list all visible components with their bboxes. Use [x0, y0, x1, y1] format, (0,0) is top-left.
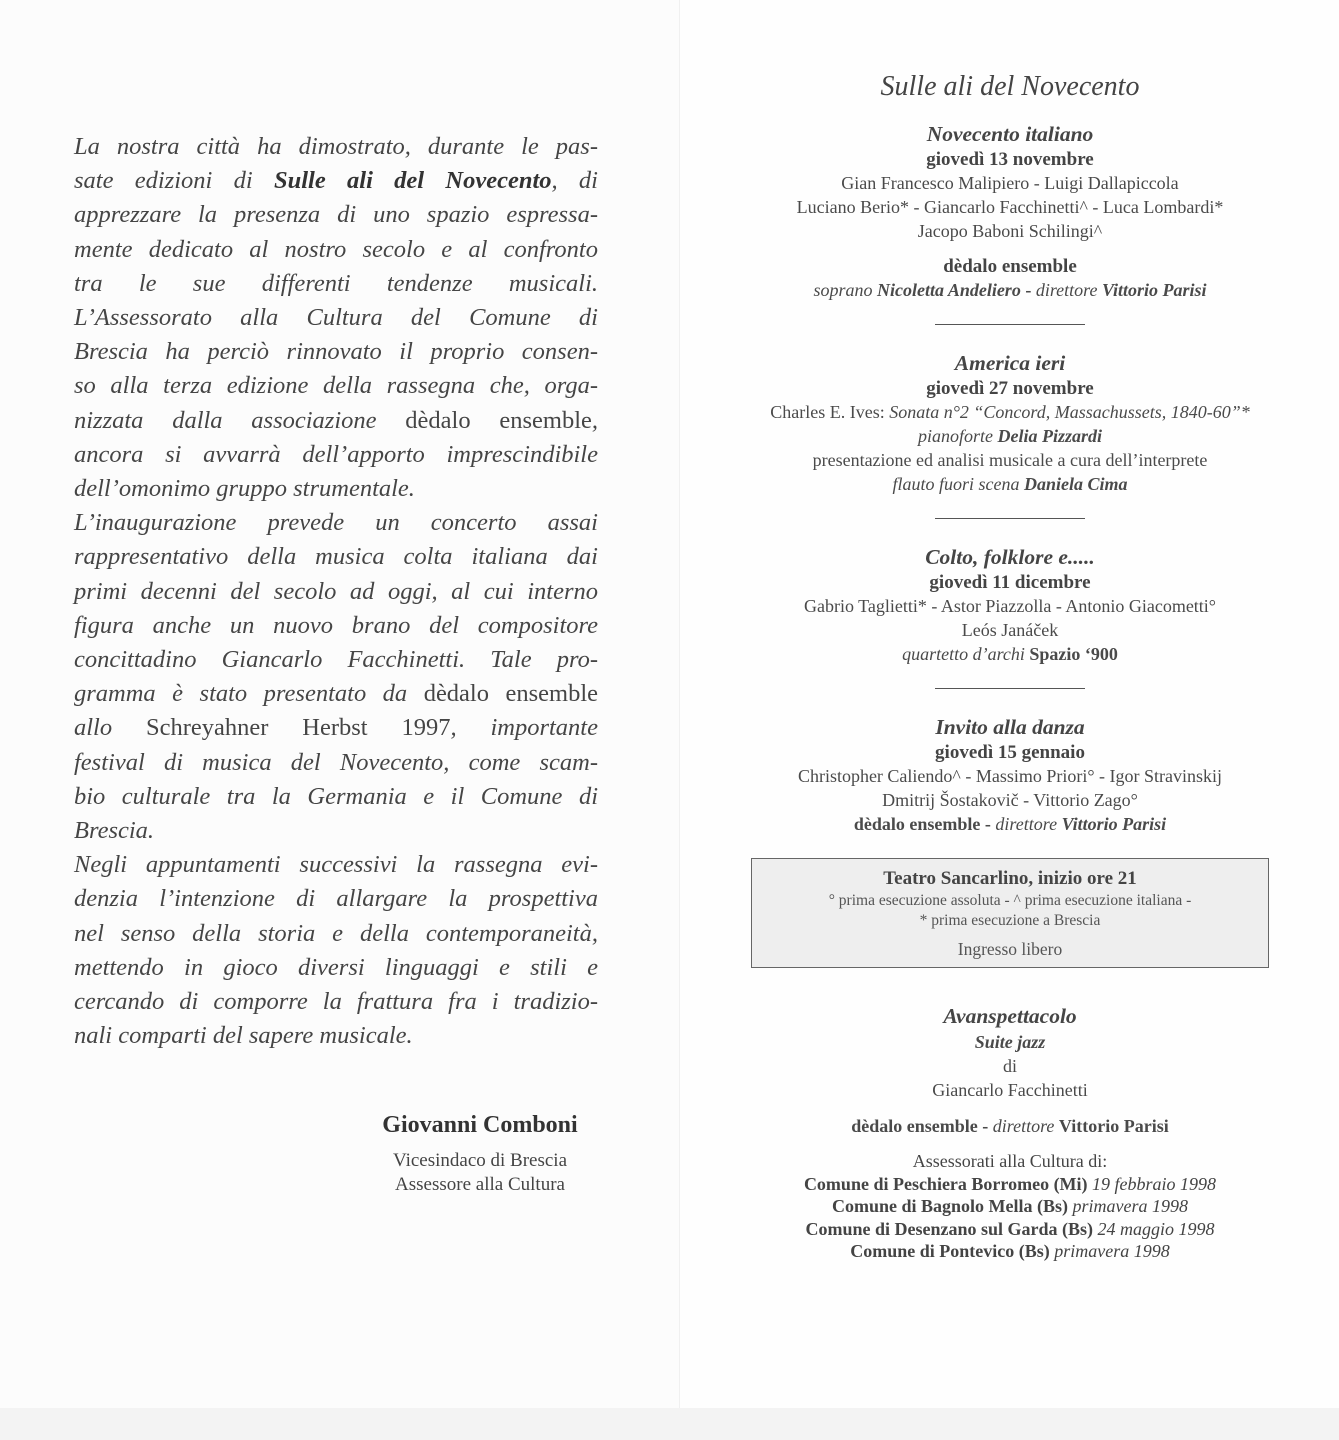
credit-place: Comune di Desenzano sul Garda (Bs) — [805, 1218, 1098, 1239]
signature-block — [330, 1112, 630, 1197]
performer-role: direttore — [1035, 280, 1098, 300]
intro-line — [74, 814, 598, 848]
event-composers: Leós Janáček — [961, 620, 1059, 640]
event-title: Colto, folklore e..... — [925, 545, 1095, 569]
event-performers — [740, 812, 1280, 836]
intro-line — [74, 609, 598, 643]
intro-line — [74, 369, 598, 403]
intro-text-run: denzia l’intenzione di allargare la prospettiva — [74, 885, 598, 913]
intro-text-run: nizzata dalla associazione — [74, 406, 406, 434]
avanspettacolo-subtitle: Suite jazz — [974, 1032, 1046, 1052]
avanspettacolo-title: Avanspettacolo — [943, 1004, 1077, 1028]
event-performers — [740, 642, 1280, 666]
venue-title: Teatro Sancarlino, inizio ore 21 — [883, 868, 1137, 889]
intro-line — [74, 164, 598, 198]
performer-name: Vittorio Parisi — [1058, 1116, 1169, 1136]
intro-text-run: L’inaugurazione prevede un concerto assai — [74, 509, 598, 537]
intro-line — [74, 404, 598, 438]
credit-place: Comune di Bagnolo Mella (Bs) — [831, 1196, 1073, 1216]
intro-text-run: La nostra città ha dimostrato, durante le pas- — [74, 133, 598, 160]
credit-row — [740, 1218, 1280, 1241]
intro-text-run: festival di musica del Novecento, come scam- — [74, 748, 598, 776]
performer-name: Spazio ‘900 — [1029, 644, 1118, 664]
work-composer: Charles E. Ives: — [770, 402, 890, 422]
assessorati-heading: Assessorati alla Cultura di: — [912, 1151, 1108, 1171]
intro-line — [74, 1019, 598, 1053]
intro-text-run: , — [591, 406, 599, 434]
signatory-name: Giovanni Comboni — [382, 1112, 578, 1138]
event-composers: Luciano Berio* - Giancarlo Facchinetti^ - Luca Lombardi* — [796, 197, 1224, 217]
event-composers: Gabrio Taglietti* - Astor Piazzolla - Antonio Giacometti° — [803, 596, 1217, 616]
credit-row — [740, 1173, 1280, 1196]
intro-text-run: sate edizioni di — [74, 167, 274, 195]
intro-text-run: primi decenni del secolo ad oggi, al cui interno — [74, 577, 598, 605]
signatory-role-2: Assessore alla Cultura — [395, 1174, 565, 1195]
performer-name: Vittorio Parisi — [1101, 280, 1207, 300]
event-composers: Jacopo Baboni Schilingi^ — [917, 221, 1103, 241]
venue-legend: ° prima esecuzione assoluta - ^ prima esecuzione italiana - — [828, 892, 1192, 909]
intro-line — [74, 780, 598, 814]
performer-name: Daniela Cima — [1023, 474, 1128, 494]
intro-text-run: Brescia ha perciò rinnovato il proprio consen- — [74, 338, 598, 366]
event-colto-folklore — [740, 543, 1280, 666]
separator-dash: - — [1020, 280, 1036, 300]
event-performers — [740, 278, 1280, 302]
event-performers — [740, 472, 1280, 496]
credit-row — [740, 1195, 1280, 1218]
event-composers: Christopher Caliendo^ - Massimo Priori° - Igor Stravinskij — [797, 766, 1223, 786]
credit-date: primavera 1998 — [1054, 1241, 1170, 1261]
intro-line — [74, 643, 598, 677]
intro-text-run: L’Assessorato alla Cultura del Comune di — [74, 304, 598, 332]
performer-role: direttore — [995, 814, 1058, 834]
credit-row — [740, 1240, 1280, 1263]
separator-dash: - — [977, 1116, 993, 1136]
intro-text-run: tra le sue differenti tendenze musicali. — [74, 269, 598, 297]
intro-line — [74, 711, 598, 745]
performer-role: direttore — [992, 1116, 1055, 1136]
credits — [740, 1150, 1280, 1263]
intro-upright-name: dèdalo ensemble — [423, 680, 599, 708]
intro-text-run: cercando di comporre la frattura fra i tradizio- — [74, 988, 598, 1016]
credit-place: Comune di Peschiera Borromeo (Mi) — [803, 1173, 1093, 1194]
event-invito-alla-danza — [740, 713, 1280, 836]
event-date: giovedì 13 novembre — [926, 149, 1094, 170]
avanspettacolo-composer: Giancarlo Facchinetti — [932, 1080, 1088, 1100]
intro-text-run: Negli appuntamenti successivi la rassegna evi- — [74, 851, 598, 879]
intro-line — [74, 301, 598, 335]
intro-line — [74, 130, 598, 164]
left-panel — [0, 0, 680, 1410]
venue-legend: * prima esecuzione a Brescia — [919, 912, 1101, 929]
venue-box — [751, 858, 1269, 968]
intro-line — [74, 233, 598, 267]
event-title: Invito alla danza — [935, 715, 1085, 739]
intro-text-run: gramma è stato presentato da — [74, 680, 424, 708]
intro-line — [74, 917, 598, 951]
intro-line — [74, 472, 598, 506]
intro-line — [74, 506, 598, 540]
credit-place: Comune di Pontevico (Bs) — [850, 1241, 1055, 1261]
intro-text-run: mente dedicato al nostro secolo e al confronto — [74, 235, 598, 263]
intro-text-run: concittadino Giancarlo Facchinetti. Tale pro- — [74, 646, 598, 674]
intro-text — [74, 130, 598, 1053]
intro-line — [74, 198, 598, 232]
section-divider — [935, 518, 1085, 519]
credit-date: primavera 1998 — [1072, 1196, 1188, 1216]
intro-text-run: apprezzare la presenza di uno spazio espressa- — [74, 201, 598, 229]
performer-name: Vittorio Parisi — [1061, 814, 1167, 834]
event-work — [740, 400, 1280, 424]
event-novecento-italiano — [740, 120, 1280, 302]
intro-line — [74, 951, 598, 985]
intro-line — [74, 540, 598, 574]
credit-date: 24 maggio 1998 — [1097, 1218, 1215, 1239]
intro-text-run: nel senso della storia e della contemporaneità, — [74, 919, 598, 947]
intro-line — [74, 848, 598, 882]
work-title: Sonata n°2 “Concord, Massachussets, 1840-60”* — [889, 402, 1250, 422]
section-divider — [935, 324, 1085, 325]
venue-entry: Ingresso libero — [957, 939, 1063, 959]
intro-text-run: mettendo in gioco diversi linguaggi e stili e — [74, 953, 598, 981]
event-ensemble: dèdalo ensemble — [943, 256, 1077, 277]
performer-role: flauto fuori scena — [892, 474, 1020, 494]
intro-line — [74, 575, 598, 609]
performer-name: Delia Pizzardi — [997, 426, 1102, 446]
program — [740, 70, 1280, 1263]
intro-emphasis: Sulle ali del Novecento — [273, 167, 552, 195]
intro-line — [74, 267, 598, 301]
intro-line — [74, 985, 598, 1019]
intro-text-run: rappresentativo della musica colta italiana dai — [74, 543, 598, 571]
intro-text-run: , di — [551, 167, 598, 195]
intro-line — [74, 677, 598, 711]
event-performers — [740, 1114, 1280, 1138]
intro-line — [74, 335, 598, 369]
event-america-ieri — [740, 349, 1280, 496]
program-title: Sulle ali del Novecento — [880, 71, 1140, 102]
intro-line — [74, 438, 598, 472]
event-note: presentazione ed analisi musicale a cura dell’interprete — [812, 450, 1208, 470]
credit-list — [740, 1173, 1280, 1263]
credit-date: 19 febbraio 1998 — [1092, 1173, 1217, 1194]
event-title: America ieri — [954, 351, 1066, 375]
performer-role: pianoforte — [917, 426, 993, 446]
performer-role: quartetto d’archi — [902, 644, 1025, 664]
event-date: giovedì 11 dicembre — [929, 572, 1091, 593]
event-date: giovedì 15 gennaio — [935, 742, 1085, 763]
intro-upright-name: dèdalo ensemble — [405, 406, 592, 434]
ensemble-name: dèdalo ensemble — [851, 1116, 978, 1136]
event-composers: Gian Francesco Malipiero - Luigi Dallapiccola — [841, 173, 1179, 193]
intro-text-run: nali comparti del sapere musicale. — [74, 1022, 413, 1050]
signatory-role-1: Vicesindaco di Brescia — [392, 1150, 567, 1171]
intro-text-run: Brescia. — [74, 817, 155, 845]
intro-text-run: , importante — [450, 714, 598, 742]
intro-text-run: dell’omonimo gruppo strumentale. — [74, 475, 415, 503]
intro-text-run: figura anche un nuovo brano del compositore — [74, 611, 598, 639]
event-composers: Dmitrij Šostakovič - Vittorio Zago° — [882, 790, 1138, 810]
intro-text-run: ancora si avvarrà dell’apporto imprescindibile — [74, 440, 598, 468]
ensemble-name: dèdalo ensemble — [853, 814, 981, 834]
performer-role: soprano — [813, 280, 873, 300]
avanspettacolo — [740, 1002, 1280, 1263]
page-bottom-edge — [0, 1408, 1339, 1440]
intro-text-run: bio culturale tra la Germania e il Comune di — [74, 782, 598, 810]
intro-upright-name: Schreyahner Herbst 1997 — [145, 714, 451, 742]
separator-dash: - — [980, 814, 996, 834]
avanspettacolo-di: di — [1002, 1056, 1017, 1076]
intro-line — [74, 882, 598, 916]
intro-text-run: so alla terza edizione della rassegna che, orga- — [74, 372, 598, 400]
performer-name: Nicoletta Andeliero — [877, 280, 1021, 300]
intro-text-run: allo — [74, 714, 146, 742]
section-divider — [935, 688, 1085, 689]
intro-line — [74, 746, 598, 780]
event-date: giovedì 27 novembre — [926, 378, 1094, 399]
event-performers — [740, 424, 1280, 448]
event-title: Novecento italiano — [926, 122, 1094, 146]
